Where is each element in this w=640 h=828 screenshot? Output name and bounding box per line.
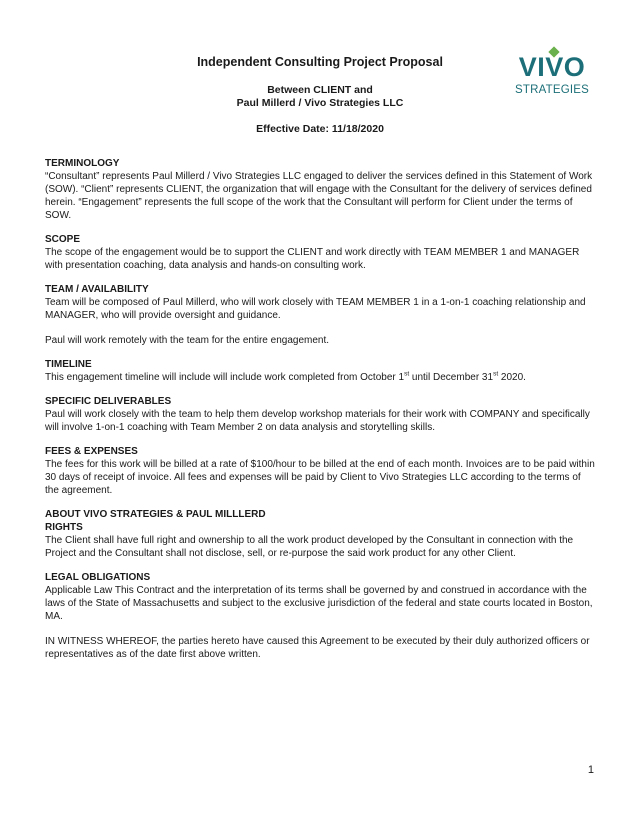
section-legal-obligations [45, 571, 595, 661]
effective-date: Effective Date: 11/18/2020 [256, 123, 384, 135]
section-text: Paul will work closely with the team to help them develop workshop materials for their work with COMPANY and specifically will involve 1-on-1 coaching with Team Member 2 on data analysis and storytelling skills. [45, 409, 590, 433]
section-text: “Consultant” represents Paul Millerd / Vivo Strategies LLC engaged to deliver the services defined in this Statement of Work (SOW). “Client” represents CLIENT, the organization that will engage with the Consultant for the delivery of services defined herein. “Engagement” represents the full scope of the work that the Consultant will perform for Client under the terms of SOW. [45, 171, 593, 221]
section-subheading: RIGHTS [45, 522, 83, 533]
page-number: 1 [587, 764, 594, 776]
section-terminology [45, 157, 595, 222]
section-text: This engagement timeline will include will include work completed from October 1st until December 31st 2020. [45, 370, 526, 383]
logo-subtext: STRATEGIES [515, 84, 589, 96]
vivo-strategies-logo [512, 46, 592, 102]
section-deliverables [45, 395, 595, 434]
section-timeline [45, 358, 595, 384]
section-heading: SPECIFIC DELIVERABLES [45, 396, 172, 407]
section-heading: ABOUT VIVO STRATEGIES & PAUL MILLLERD [45, 509, 266, 520]
section-heading: TERMINOLOGY [45, 158, 120, 169]
section-text: The scope of the engagement would be to support the CLIENT and work directly with TEAM MEMBER 1 and MANAGER with presentation coaching, data analysis and hands-on consulting work. [45, 247, 580, 271]
section-text: Paul will work remotely with the team for the entire engagement. [45, 335, 330, 346]
document-body [45, 157, 595, 672]
logo-word: VIVO [518, 52, 586, 82]
section-fees-expenses [45, 445, 595, 497]
section-text: Team will be composed of Paul Millerd, who will work closely with TEAM MEMBER 1 in a 1-on-1 coaching relationship and MANAGER, who will provide oversight and guidance. [45, 297, 586, 321]
section-text: The Client shall have full right and ownership to all the work product developed by the Consultant in connection with the Project and the Consultant shall not disclose, sell, or re-purpose the said work product for any other Client. [45, 535, 574, 559]
between-line-1: Between CLIENT and [267, 84, 373, 96]
section-scope [45, 233, 595, 272]
section-text: IN WITNESS WHEREOF, the parties hereto have caused this Agreement to be executed by their duly authorized officers or representatives as of the date first above written. [45, 636, 590, 660]
section-heading: TIMELINE [45, 359, 92, 370]
section-heading: SCOPE [45, 234, 81, 245]
section-heading: LEGAL OBLIGATIONS [45, 572, 151, 583]
section-text: The fees for this work will be billed at a rate of $100/hour to be billed at the end of each month. Invoices are to be paid within 30 days of receipt of invoice. All fees and expenses will be paid by Client to Vivo Strategies LLC according to the terms of the agreement. [45, 459, 595, 496]
page-title: Independent Consulting Project Proposal [197, 55, 443, 69]
section-heading: FEES & EXPENSES [45, 446, 138, 457]
section-about-rights [45, 508, 595, 560]
section-heading: TEAM / AVAILABILITY [45, 284, 149, 295]
section-team-availability [45, 283, 595, 347]
section-text: Applicable Law This Contract and the interpretation of its terms shall be governed by and construed in accordance with the laws of the State of Massachusetts and subject to the exclusive jurisdiction of the federal and state courts located in Boston, MA. [45, 585, 593, 622]
between-line-2: Paul Millerd / Vivo Strategies LLC [236, 97, 404, 109]
